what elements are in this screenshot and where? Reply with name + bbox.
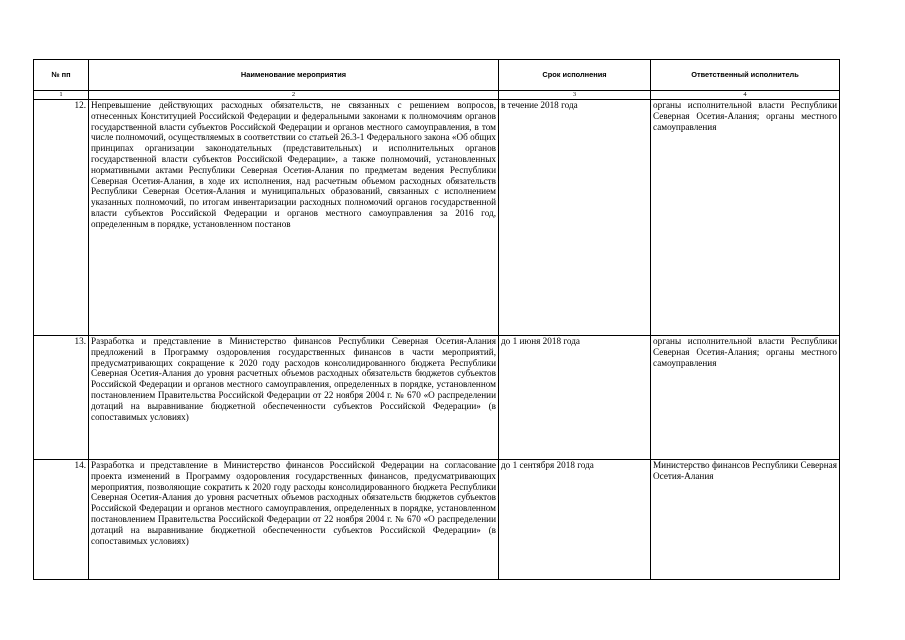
header-number: № пп [34,60,89,91]
header-deadline: Срок исполнения [499,60,651,91]
table-row [34,100,840,336]
table-row [34,336,840,460]
row-number: 14. [34,460,89,580]
deadline: в течение 2018 года [499,100,651,336]
column-number: 2 [89,91,499,100]
activity-name: Разработка и представление в Министерство финансов Республики Северная Осетия-Алания предложений в Программу оздоровления государственных финансов в части мероприятий, предусматривающих сокращение к 2020 году расходов консолидированного бюджета Республики Северная Осетия-Алания до уровня расчетных объемов расходных обязательств бюджетов субъектов Российской Федерации и органов местного самоуправления, определенных в порядке, установленном постановлением Правительства Российской Федерации от 22 ноября 2004 г. № 670 «О распределении дотаций на выравнивание бюджетной обеспеченности субъектов Российской Федерации» (в сопоставимых условиях) [89,336,499,460]
deadline: до 1 июня 2018 года [499,336,651,460]
header-activity-name: Наименование мероприятия [89,60,499,91]
header-row [34,60,840,91]
activity-name: Непревышение действующих расходных обязательств, не связанных с решением вопросов, отнесенных Конституцией Российской Федерации и федеральными законами к полномочиям органов государственной власти субъектов Российской Федерации и органов местного самоуправления, в том числе полномочий, осуществляемых в соответствии со статьей 26.3-1 Федерального закона «Об общих принципах организации законодательных (представительных) и исполнительных органов государственной власти субъектов Российской Федерации», а также полномочий, установленных нормативными актами Республики Северная Осетия-Алания по предметам ведения Республики Северная Осетия-Алания, в ходе их исполнения, над расчетным объемом расходных обязательств Республики Северная Осетия-Алания и муниципальных образований, связанных с исполнением указанных полномочий, по итогам инвентаризации расходных полномочий органов государственной власти субъектов Российской Федерации и органов местного самоуправления за 2016 год, определенным в порядке, установленном постанов [89,100,499,336]
row-number: 13. [34,336,89,460]
column-number-row [34,91,840,100]
activity-name: Разработка и представление в Министерство финансов Российской Федерации на согласование проекта изменений в Программу оздоровления государственных финансов, предусматривающих мероприятия, позволяющие сократить к 2020 году расходы консолидированного бюджета Республики Северная Осетия-Алания до уровня расчетных объемов расходных обязательств бюджетов субъектов Российской Федерации и органов местного самоуправления, определенных в порядке, установленном постановлением Правительства Российской Федерации от 22 ноября 2004 г. № 670 «О распределении дотаций на выравнивание бюджетной обеспеченности субъектов Российской Федерации» (в сопоставимых условиях) [89,460,499,580]
responsible-executor: органы исполнительной власти Республики Северная Осетия-Алания; органы местного самоуправления [651,100,840,336]
column-number: 1 [34,91,89,100]
responsible-executor: Министерство финансов Республики Северная Осетия-Алания [651,460,840,580]
responsible-executor: органы исполнительной власти Республики Северная Осетия-Алания; органы местного самоуправления [651,336,840,460]
column-number: 3 [499,91,651,100]
table-row [34,460,840,580]
deadline: до 1 сентября 2018 года [499,460,651,580]
header-responsible: Ответственный исполнитель [651,60,840,91]
action-plan-table [33,59,840,580]
column-number: 4 [651,91,840,100]
row-number: 12. [34,100,89,336]
